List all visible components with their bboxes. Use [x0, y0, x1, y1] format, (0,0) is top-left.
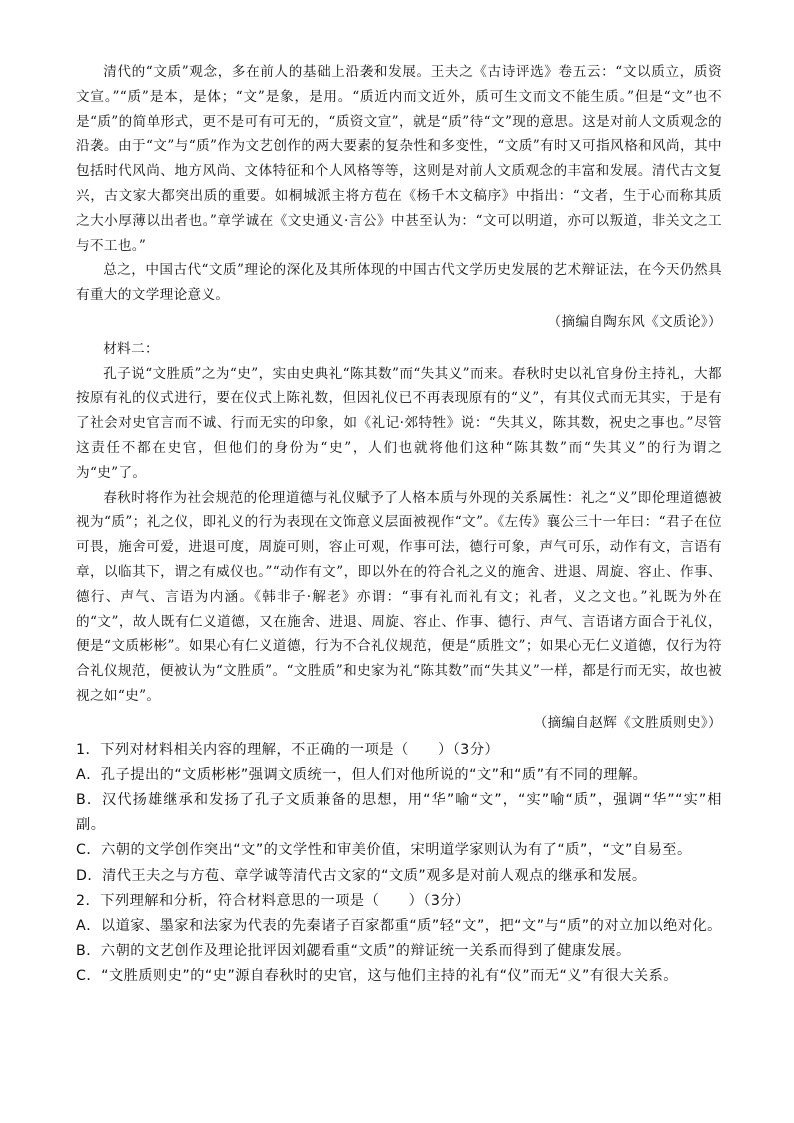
material-two: [76, 337, 722, 736]
exam-page: [76, 60, 722, 990]
question-stem: 2．下列理解和分析，符合材料意思的一项是（ ）（3分）: [76, 892, 470, 909]
source-citation: （摘编自陶东风《文质论》）: [547, 313, 722, 330]
material-one-tail: [76, 60, 722, 335]
paragraph: 清代的“文质”观念，多在前人的基础上沿袭和发展。王夫之《古诗评选》卷五云：“文以质立，质资文宣。”“质”是本，是体；“文”是象，是用。“质近内而文近外，质可生文而文不能生质。”但是“文”也不是“质”的简单形式，更不是可有可无的，“质资文宣”，就是“质”待“文”现的意思。这是对前人文质观念的沿袭。由于“文”与“质”作为文艺创作的两大要素的复杂性和多变性，“文质”有时又可指风格和风尚，其中包括时代风尚、地方风尚、文体特征和个人风格等等，这则是对前人文质观念的丰富和发展。清代古文复兴，古文家大都突出质的重要。如桐城派主将方苞在《杨千木文稿序》中指出：“文者，生于心而称其质之大小厚薄以出者也。”章学诚在《文史通义·言公》中甚至认为：“文可以明道，亦可以叛道，非关文之工与不工也。”: [76, 64, 722, 254]
material-label: 材料二：: [103, 340, 159, 357]
option-c[interactable]: C．“文胜质则史”的“史”源自春秋时的史官，这与他们主持的礼有“仪”而无“义”有很大关系。: [76, 968, 678, 985]
source-citation: （摘编自赵辉《文胜质则史》）: [533, 714, 722, 731]
option-c[interactable]: C．六朝的文学创作突出“文”的文学性和审美价值，宋明道学家则认为有了“质”，“文”自易至。: [76, 842, 692, 859]
option-b[interactable]: B．六朝的文艺创作及理论批评因刘勰看重“文质”的辩证统一关系而得到了健康发展。: [76, 943, 631, 960]
question-section: [76, 738, 722, 990]
paragraph: 孔子说“文胜质”之为“史”，实由史典礼“陈其数”而“失其义”而来。春秋时史以礼官身份主持礼，大都按原有礼的仪式进行，要在仪式上陈礼数，但因礼仪已不再表现原有的“义”，有其仪式而无其实，于是有了社会对史官言而不诚、行而无实的印象，如《礼记·郊特牲》说：“失其义，陈其数，祝史之事也。”尽管这责任不都在史官，但他们的身份为“史”，人们也就将他们这种“陈其数”而“失其义”的行为谓之为“史”了。: [76, 365, 722, 481]
paragraph: 总之，中国古代“文质”理论的深化及其所体现的中国古代文学历史发展的艺术辩证法，在今天仍然具有重大的文学理论意义。: [76, 262, 722, 304]
option-d[interactable]: D．清代王夫之与方苞、章学诚等清代古文家的“文质”观多是对前人观点的继承和发展。: [76, 867, 647, 884]
question-2: [76, 889, 722, 990]
option-a[interactable]: A．以道家、墨家和法家为代表的先秦诸子百家都重“质”轻“文”，把“文”与“质”的对立加以绝对化。: [76, 917, 722, 934]
option-b[interactable]: B．汉代扬雄继承和发扬了孔子文质兼备的思想，用“华”喻“文”，“实”喻“质”，强调“华”“实”相副。: [76, 791, 722, 834]
question-stem: 1．下列对材料相关内容的理解，不正确的一项是（ ）（3分）: [76, 741, 500, 758]
paragraph: 春秋时将作为社会规范的伦理道德与礼仪赋予了人格本质与外现的关系属性：礼之“义”即伦理道德被视为“质”；礼之仪，即礼义的行为表现在文饰意义层面被视作“文”。《左传》襄公三十一年曰：“君子在位可畏，施舍可爱，进退可度，周旋可则，容止可观，作事可法，德行可象，声气可乐，动作有文，言语有章，以临其下，谓之有威仪也。”“动作有文”，即以外在的符合礼之义的施舍、进退、周旋、容止、作事、德行、声气、言语为内涵。《韩非子·解老》亦谓：“事有礼而礼有文；礼者，义之文也。”礼既为外在的“文”，故人既有仁义道德，又在施舍、进退、周旋、容止、作事、德行、声气、言语诸方面合于礼仪，便是“文质彬彬”。如果心有仁义道德，行为不合礼仪规范，便是“质胜文”；如果心无仁义道德，仅行为符合礼仪规范，便被认为“文胜质”。“文胜质”和史家为礼“陈其数”而“失其义”一样，都是行而无实，故也被视之如“史”。: [76, 489, 722, 704]
question-1: [76, 738, 722, 889]
option-a[interactable]: A．孔子提出的“文质彬彬”强调文质统一，但人们对他所说的“文”和“质”有不同的理解。: [76, 766, 648, 783]
